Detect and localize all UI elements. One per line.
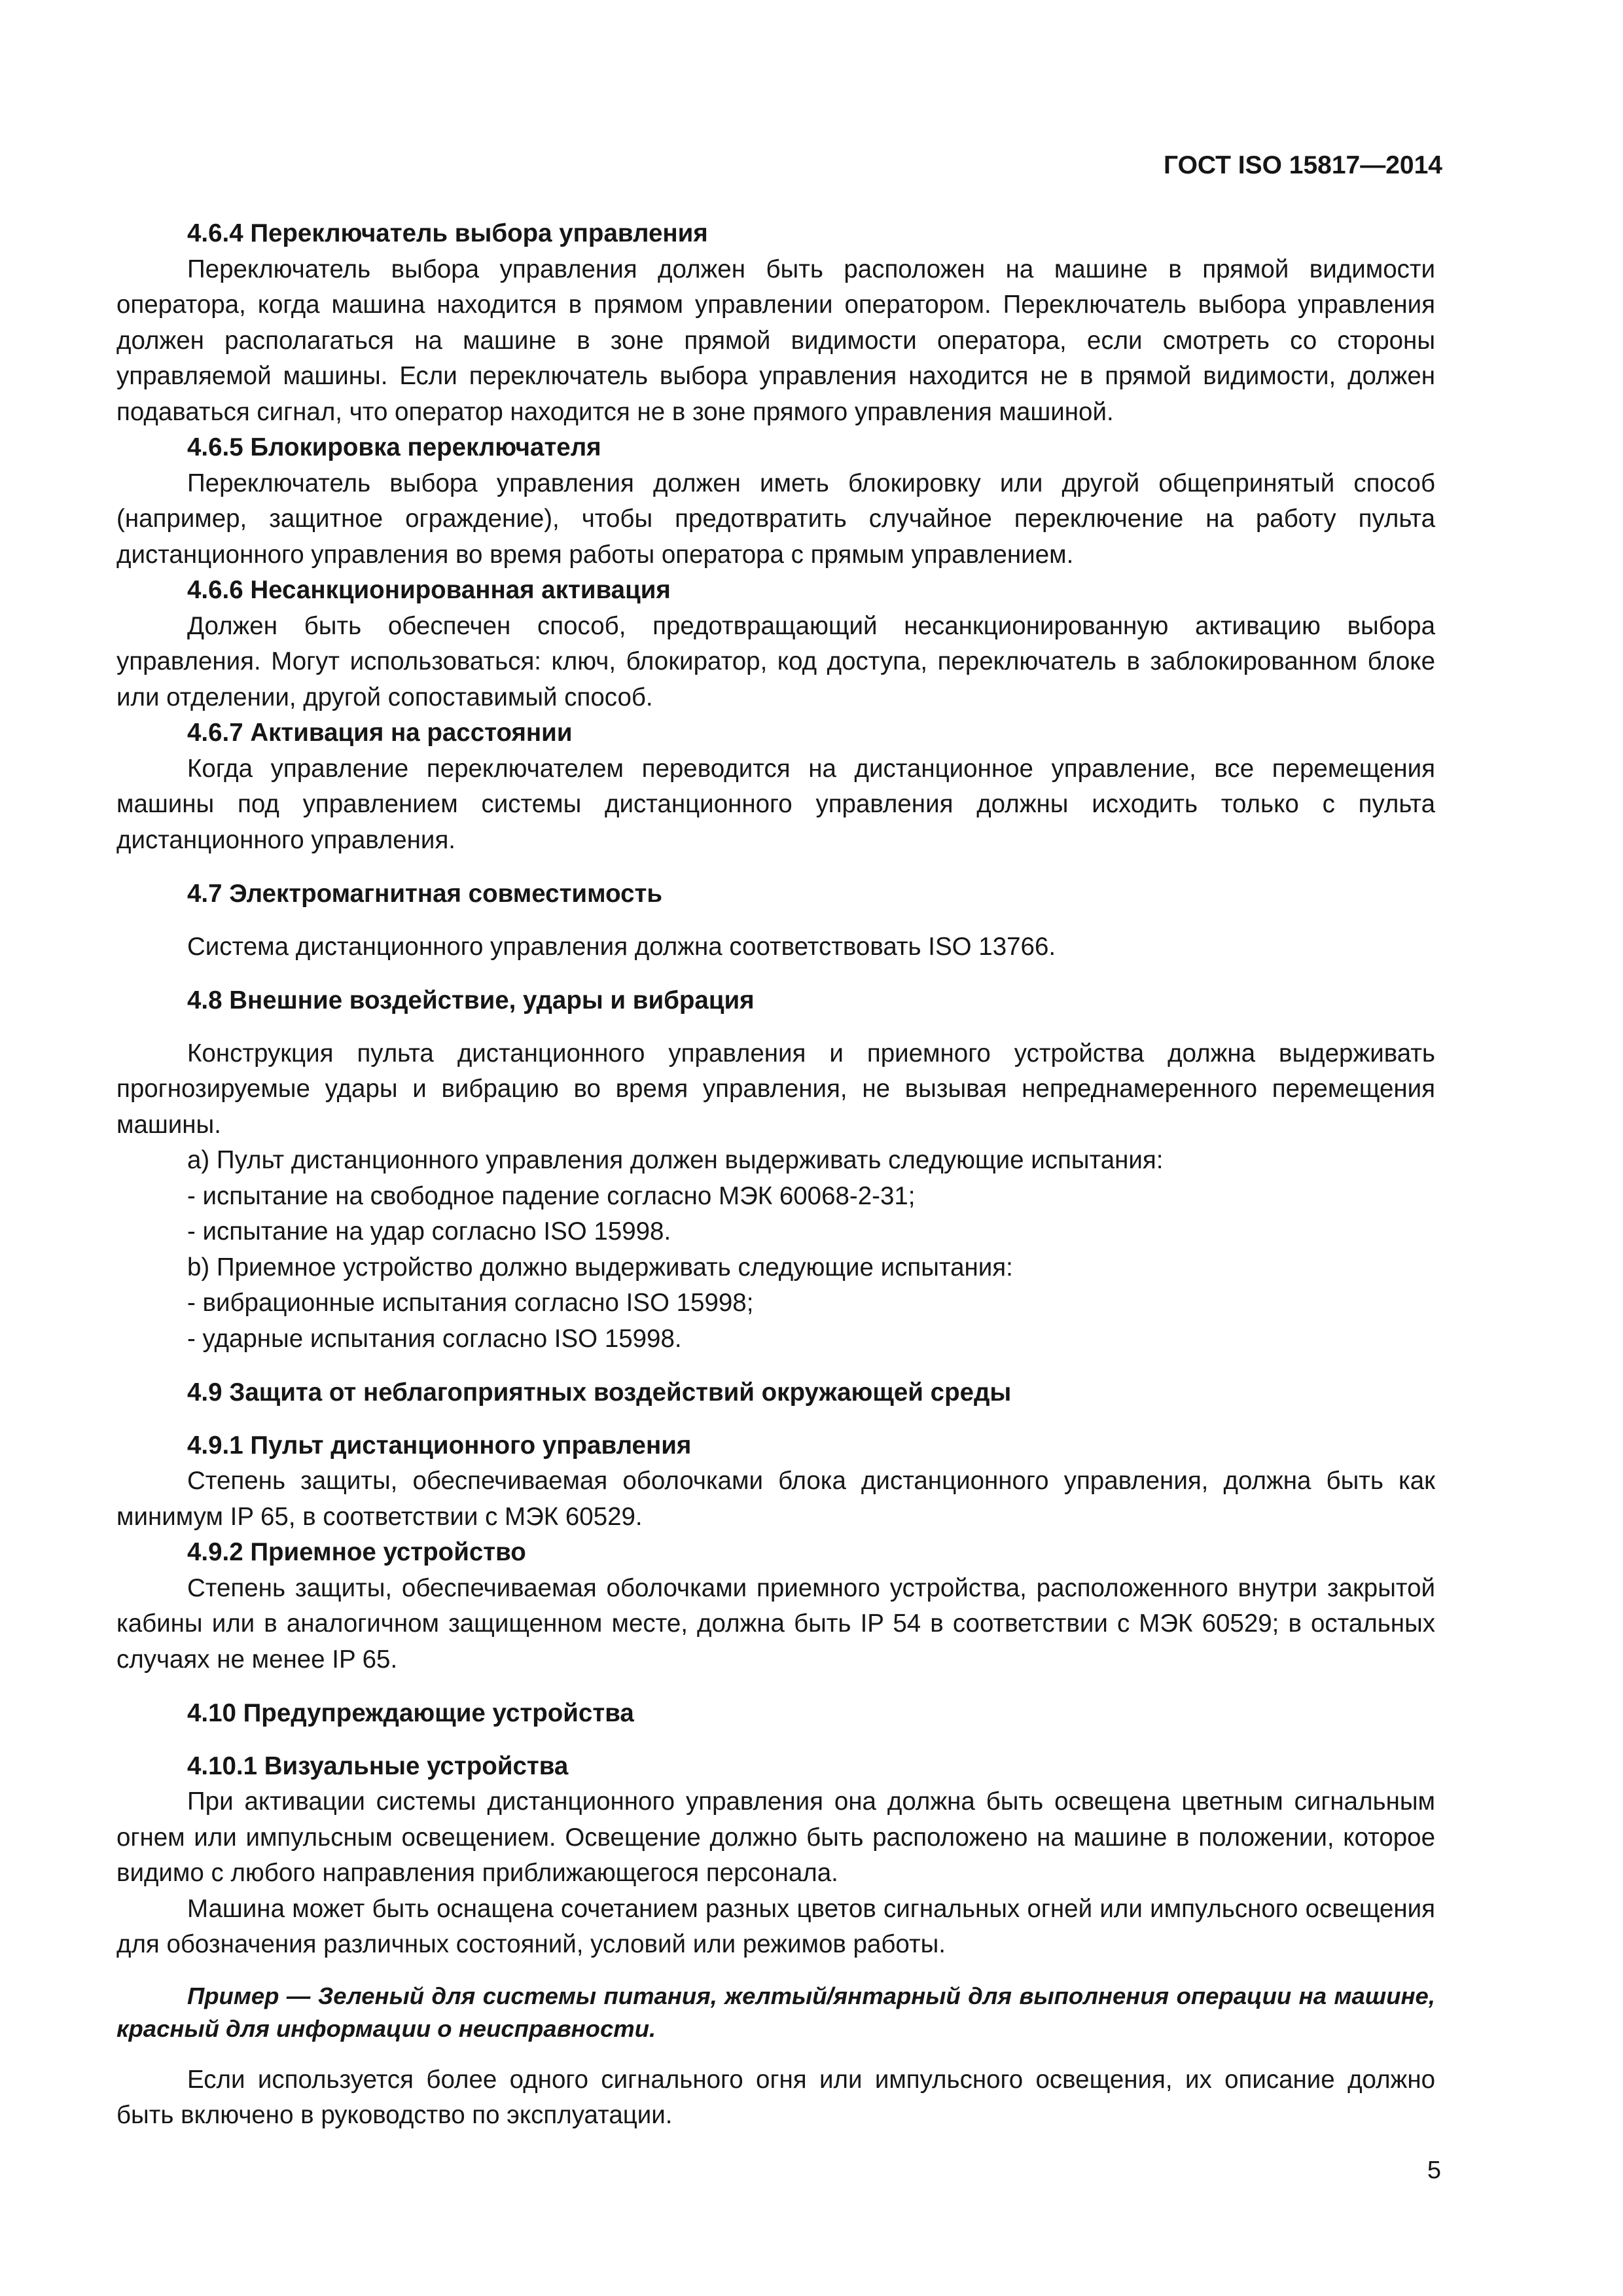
- section-4-9-heading: 4.9 Защита от неблагоприятных воздействий окружающей среды: [187, 1378, 1012, 1407]
- list-item: - вибрационные испытания согласно ISO 15998;: [187, 1289, 754, 1317]
- section-4-6-4-text: Переключатель выбора управления должен быть расположен на машине в прямой видимости оператора, когда машина находится в прямом управлении оператором. Переключатель выбора управления должен располагаться на машине в зоне прямой видимости оператора, если смотреть со стороны управляемой машины. Если переключатель выбора управления находится не в прямой видимости, должен подаваться сигнал, что оператор находится не в зоне прямого управления машиной.: [116, 255, 1435, 426]
- list-item: - испытание на удар согласно ISO 15998.: [187, 1217, 671, 1246]
- section-4-10-1-heading: 4.10.1 Визуальные устройства: [187, 1751, 569, 1780]
- section-4-10-heading: 4.10 Предупреждающие устройства: [187, 1699, 634, 1727]
- section-4-10-1-text-2: Машина может быть оснащена сочетанием разных цветов сигнальных огней или импульсного освещения для обозначения различных состояний, условий или режимов работы.: [116, 1894, 1435, 1958]
- section-4-10-1-text-3: Если используется более одного сигнального огня или импульсного освещения, их описание должно быть включено в руководство по эксплуатации.: [116, 2065, 1435, 2129]
- section-4-9-2-heading: 4.9.2 Приемное устройство: [187, 1538, 526, 1566]
- section-4-6-6-text: Должен быть обеспечен способ, предотвращающий несанкционированную активацию выбора управления. Могут использоваться: ключ, блокиратор, код доступа, переключатель в заблокированном блоке или отделении, другой сопоставимый способ.: [116, 611, 1435, 711]
- section-4-7-heading: 4.7 Электромагнитная совместимость: [187, 880, 663, 908]
- example-note: Пример — Зеленый для системы питания, желтый/янтарный для выполнения операции на машине, красный для информации о неисправности.: [116, 1982, 1435, 2042]
- page-number: 5: [1427, 2157, 1441, 2184]
- list-item: - ударные испытания согласно ISO 15998.: [187, 1324, 682, 1353]
- section-4-7-text: Система дистанционного управления должна соответствовать ISO 13766.: [187, 932, 1056, 961]
- list-item: - испытание на свободное падение согласно МЭК 60068-2-31;: [187, 1181, 916, 1210]
- list-item: b) Приемное устройство должно выдерживать следующие испытания:: [187, 1253, 1013, 1282]
- section-4-6-6-heading: 4.6.6 Несанкционированная активация: [187, 576, 671, 604]
- section-4-10-1-text: При активации системы дистанционного управления она должна быть освещена цветным сигнальным огнем или импульсным освещением. Освещение должно быть расположено на машине в положении, которое видимо с любого направления приближающегося персонала.: [116, 1787, 1435, 1887]
- section-4-6-4-heading: 4.6.4 Переключатель выбора управления: [187, 219, 708, 247]
- section-4-6-7-heading: 4.6.7 Активация на расстоянии: [187, 719, 573, 747]
- section-4-6-5-text: Переключатель выбора управления должен иметь блокировку или другой общепринятый способ (например, защитное ограждение), чтобы предотвратить случайное переключение на работу пульта дистанционного управления во время работы оператора с прямым управлением.: [116, 469, 1435, 569]
- section-4-8-heading: 4.8 Внешние воздействие, удары и вибрация: [187, 986, 755, 1014]
- section-4-6-7-text: Когда управление переключателем переводится на дистанционное управление, все перемещения машины под управлением системы дистанционного управления должны исходить только с пульта дистанционного управления.: [116, 754, 1435, 854]
- section-4-9-1-heading: 4.9.1 Пульт дистанционного управления: [187, 1431, 692, 1460]
- section-4-9-2-text: Степень защиты, обеспечиваемая оболочками приемного устройства, расположенного внутри закрытой кабины или в аналогичном защищенном месте, должна быть IP 54 в соответствии с МЭК 60529; в остальных случаях не менее IP 65.: [116, 1573, 1435, 1674]
- document-body: [116, 216, 1435, 2134]
- section-4-6-5-heading: 4.6.5 Блокировка переключателя: [187, 433, 601, 461]
- document-id-header: ГОСТ ISO 15817—2014: [1163, 151, 1442, 179]
- section-4-9-1-text: Степень защиты, обеспечиваемая оболочками блока дистанционного управления, должна быть как минимум IP 65, в соответствии с МЭК 60529.: [116, 1467, 1435, 1531]
- section-4-8-text: Конструкция пульта дистанционного управления и приемного устройства должна выдерживать прогнозируемые удары и вибрацию во время управления, не вызывая непреднамеренного перемещения машины.: [116, 1039, 1435, 1139]
- list-item: а) Пульт дистанционного управления должен выдерживать следующие испытания:: [187, 1146, 1164, 1174]
